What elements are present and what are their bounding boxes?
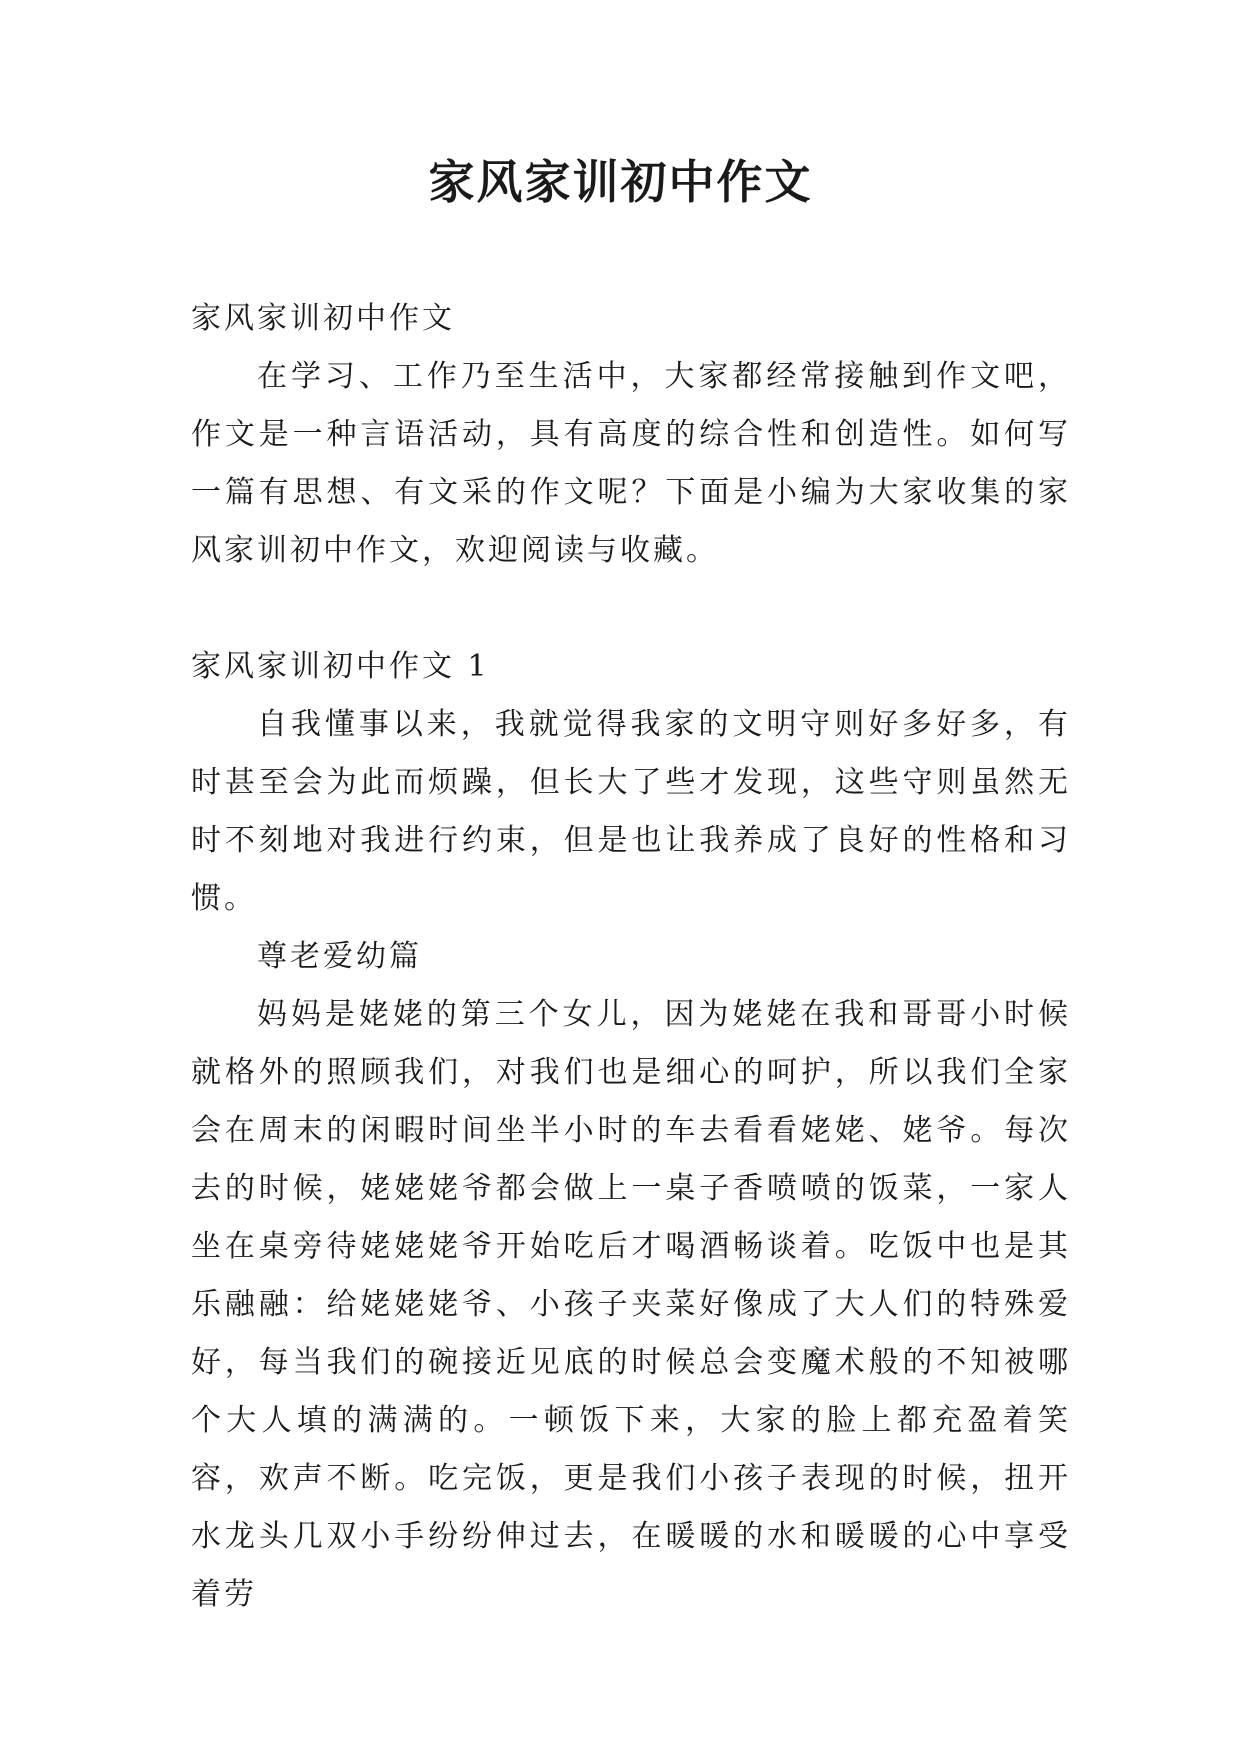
section1-paragraph-2: 妈妈是姥姥的第三个女儿，因为姥姥在我和哥哥小时候就格外的照顾我们，对我们也是细心的呵护，所以我们全家会在周末的闲暇时间坐半小时的车去看看姥姥、姥爷。每次去的时候，姥姥姥爷都会做上一桌子香喷喷的饭菜，一家人坐在桌旁待姥姥姥爷开始吃后才喝酒畅谈着。吃饭中也是其乐融融：给姥姥姥爷、小孩子夹菜好像成了大人们的特殊爱好，每当我们的碗接近见底的时候总会变魔术般的不知被哪个大人填的满满的。一顿饭下来，大家的脸上都充盈着笑容，欢声不断。吃完饭，更是我们小孩子表现的时候，扭开水龙头几双小手纷纷伸过去，在暖暖的水和暖暖的心中享受着劳 <box>191 997 1071 1612</box>
section-spacer <box>191 580 1071 638</box>
section1-subheading: 尊老爱幼篇 <box>257 939 422 974</box>
document-title: 家风家训初中作文 <box>428 155 813 209</box>
section1-heading: 家风家训初中作文 1 <box>191 649 490 684</box>
intro-heading: 家风家训初中作文 <box>191 301 455 336</box>
intro-paragraph: 在学习、工作乃至生活中，大家都经常接触到作文吧，作文是一种言语活动，具有高度的综合性和创造性。如何写一篇有思想、有文采的作文呢？下面是小编为大家收集的家风家训初中作文，欢迎阅读与收藏。 <box>191 359 1071 568</box>
document-body <box>191 290 1071 1624</box>
section1-paragraph-1: 自我懂事以来，我就觉得我家的文明守则好多好多，有时甚至会为此而烦躁，但长大了些才发现，这些守则虽然无时不刻地对我进行约束，但是也让我养成了良好的性格和习惯。 <box>191 707 1071 916</box>
